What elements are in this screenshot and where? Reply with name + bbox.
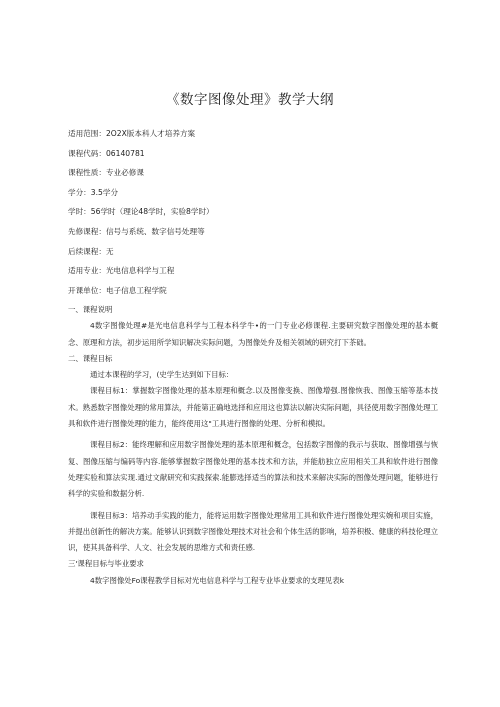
section-2-intro: 通过本课程的学习，(史学生达到如下目标：: [90, 370, 234, 380]
page-title: 《数字图像处理》教学大纲: [166, 92, 334, 108]
course-info: [68, 124, 448, 300]
meta-scope: 适用范围：2O2X版本科人才培养方案: [68, 129, 196, 138]
section-3-heading: 三'课程目标与毕业要求: [68, 559, 144, 569]
meta-nature: 课程性质：专业必修课: [68, 168, 144, 178]
meta-followups: 后续课程：无: [68, 246, 114, 256]
section-3-text: 4数字图像处Fo课程教学目标对光电信息科学与工程专业毕业要求的支理见表k: [90, 575, 344, 585]
meta-prerequisites: 先修课程：信号与系统、数字信号处理等: [68, 226, 205, 236]
meta-code: 课程代码：06140781: [68, 148, 145, 158]
meta-major: 适用专业：光电信息科学与工程: [68, 266, 175, 276]
course-goal-3: 课程目标3：培养动手实践的能力，能将运用数字图像处理常用工具和软件进行图像处理实婉和项目实施，并提出创新性的解决方案。能够认识到数字图像处理技术对社会和个体生活的影响，培养积极、健康的科技伦理立识，使其具备科学、人文、社会发展的思维方式和责任感.: [68, 510, 438, 553]
course-goal-1: 课程目标1：掌握数字图像处理的基本原理和概念.以及图像变换、图像增强.图像恢我、图像玉缩等基本技术。熟悉数字图像处理的常用算法，并能第正确地选择和应用这也算法以解决实际问题，具径使用数字图像处理工具和软件进行图像处理的能力，能终使用这"工具进行图像的处理、分析和模拟。: [68, 386, 438, 429]
meta-hours: 学时：56学时（理论48学时，实验8学时）: [68, 207, 214, 217]
section-1-text: 4数字图像处理#是光电信息科学与工程本科学牛•的一门专业必修课程.主要研究数字图像处理的基本概念、原理和方法，初步运用所学知识解决实际问题，为图像处弁及相关领域的研究打下茶础。: [68, 321, 438, 347]
meta-credits: 学分：3.5学分: [68, 187, 119, 197]
document-body: [68, 302, 438, 589]
meta-department: 开课单位：电子信息工程学院: [68, 285, 167, 295]
section-2-heading: 二、课程目标: [68, 353, 113, 363]
section-1-heading: 一、课程说明: [68, 305, 113, 314]
course-goal-2: 课程目标2：能终理解和应用数字图像处理的基本原理和概念，包括数字图像的我示与获取、图像增强与恢复、图像压缩与编码等内容.能够掌握数字图像处理的基本技术和方法，并能舫独立应用相关工具和软件进行图像处理实验和算法实现.通过文献研究和实践探索.能膨选择适当的算法和技术来解决实际的图像处理问题，能够进行科学的实验和数据分析.: [68, 440, 438, 499]
